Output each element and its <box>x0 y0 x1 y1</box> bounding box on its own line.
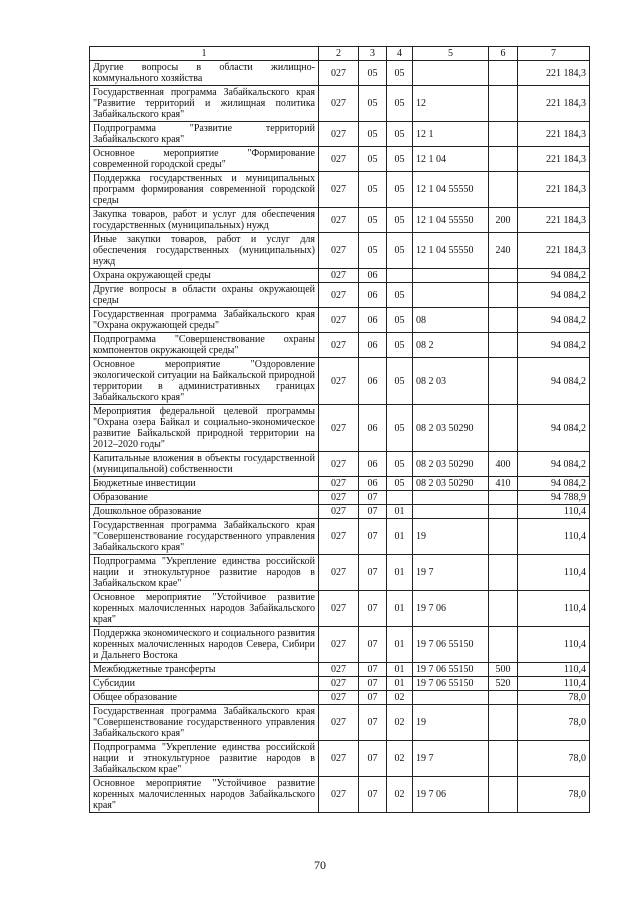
table-row <box>90 308 590 333</box>
row-name-cell: Капитальные вложения в объекты государственной (муниципальной) собственности <box>90 452 319 477</box>
row-col-6-cell <box>489 122 518 147</box>
row-amount-cell: 110,4 <box>518 627 590 663</box>
row-col-2-cell: 027 <box>319 147 359 172</box>
row-col-2-cell: 027 <box>319 627 359 663</box>
table-row <box>90 477 590 491</box>
row-col-5-cell: 08 2 <box>413 333 489 358</box>
row-amount-cell: 94 788,9 <box>518 491 590 505</box>
row-col-3-cell: 05 <box>359 86 387 122</box>
row-col-3-cell: 07 <box>359 491 387 505</box>
row-col-2-cell: 027 <box>319 519 359 555</box>
row-col-3-cell: 07 <box>359 691 387 705</box>
table-body <box>90 61 590 813</box>
row-amount-cell: 110,4 <box>518 591 590 627</box>
row-col-4-cell: 02 <box>387 705 413 741</box>
row-name-cell: Подпрограмма "Укрепление единства российской нации и этнокультурное развитие народов в Забайкальском крае" <box>90 555 319 591</box>
row-col-4-cell: 05 <box>387 283 413 308</box>
header-col-7: 7 <box>518 47 590 61</box>
row-amount-cell: 221 184,3 <box>518 233 590 269</box>
row-amount-cell: 110,4 <box>518 555 590 591</box>
row-col-2-cell: 027 <box>319 505 359 519</box>
row-col-5-cell: 19 7 06 55150 <box>413 663 489 677</box>
header-col-1: 1 <box>90 47 319 61</box>
row-col-5-cell: 12 1 <box>413 122 489 147</box>
table-row <box>90 172 590 208</box>
table-row <box>90 208 590 233</box>
row-col-5-cell: 19 7 06 55150 <box>413 677 489 691</box>
row-col-4-cell: 01 <box>387 555 413 591</box>
row-col-2-cell: 027 <box>319 555 359 591</box>
row-col-3-cell: 06 <box>359 358 387 405</box>
row-col-2-cell: 027 <box>319 61 359 86</box>
row-col-2-cell: 027 <box>319 122 359 147</box>
row-col-5-cell <box>413 505 489 519</box>
row-col-3-cell: 05 <box>359 172 387 208</box>
table-row <box>90 505 590 519</box>
row-col-3-cell: 07 <box>359 677 387 691</box>
row-name-cell: Основное мероприятие "Формирование современной городской среды" <box>90 147 319 172</box>
row-name-cell: Основное мероприятие "Устойчивое развитие коренных малочисленных народов Забайкальского края" <box>90 777 319 813</box>
row-name-cell: Государственная программа Забайкальского края "Совершенствование государственного управления Забайкальского края" <box>90 705 319 741</box>
row-col-5-cell <box>413 269 489 283</box>
row-col-5-cell: 19 7 <box>413 555 489 591</box>
row-name-cell: Другие вопросы в области жилищно-коммунального хозяйства <box>90 61 319 86</box>
row-col-4-cell: 05 <box>387 208 413 233</box>
row-col-6-cell <box>489 505 518 519</box>
row-amount-cell: 94 084,2 <box>518 333 590 358</box>
table-row <box>90 122 590 147</box>
budget-table <box>89 46 590 813</box>
row-col-4-cell: 05 <box>387 333 413 358</box>
row-col-2-cell: 027 <box>319 308 359 333</box>
row-col-2-cell: 027 <box>319 172 359 208</box>
row-amount-cell: 221 184,3 <box>518 86 590 122</box>
row-name-cell: Закупка товаров, работ и услуг для обеспечения государственных (муниципальных) нужд <box>90 208 319 233</box>
row-col-2-cell: 027 <box>319 591 359 627</box>
row-amount-cell: 78,0 <box>518 777 590 813</box>
row-col-5-cell: 19 7 06 <box>413 591 489 627</box>
row-col-5-cell: 19 7 <box>413 741 489 777</box>
table-row <box>90 691 590 705</box>
row-col-4-cell: 01 <box>387 663 413 677</box>
row-col-6-cell <box>489 61 518 86</box>
row-col-6-cell <box>489 627 518 663</box>
row-col-2-cell: 027 <box>319 86 359 122</box>
row-col-6-cell <box>489 333 518 358</box>
row-col-3-cell: 05 <box>359 233 387 269</box>
row-col-2-cell: 027 <box>319 233 359 269</box>
row-col-6-cell <box>489 283 518 308</box>
row-col-2-cell: 027 <box>319 663 359 677</box>
row-col-2-cell: 027 <box>319 208 359 233</box>
row-col-6-cell <box>489 691 518 705</box>
header-col-6: 6 <box>489 47 518 61</box>
row-amount-cell: 78,0 <box>518 741 590 777</box>
row-col-3-cell: 07 <box>359 555 387 591</box>
row-col-3-cell: 07 <box>359 777 387 813</box>
row-col-4-cell: 05 <box>387 308 413 333</box>
row-amount-cell: 110,4 <box>518 663 590 677</box>
row-col-2-cell: 027 <box>319 477 359 491</box>
row-col-2-cell: 027 <box>319 283 359 308</box>
table-row <box>90 627 590 663</box>
row-col-5-cell <box>413 61 489 86</box>
row-col-5-cell: 19 7 06 <box>413 777 489 813</box>
row-col-4-cell: 01 <box>387 519 413 555</box>
row-col-5-cell: 08 2 03 50290 <box>413 477 489 491</box>
row-col-6-cell: 240 <box>489 233 518 269</box>
table-row <box>90 86 590 122</box>
row-col-2-cell: 027 <box>319 358 359 405</box>
table-row <box>90 491 590 505</box>
row-name-cell: Поддержка государственных и муниципальных программ формирования современной городской среды <box>90 172 319 208</box>
row-col-6-cell <box>489 405 518 452</box>
table-row <box>90 405 590 452</box>
row-amount-cell: 221 184,3 <box>518 122 590 147</box>
row-col-5-cell: 08 2 03 50290 <box>413 452 489 477</box>
row-col-6-cell <box>489 519 518 555</box>
row-col-2-cell: 027 <box>319 269 359 283</box>
table-row <box>90 519 590 555</box>
row-col-3-cell: 07 <box>359 505 387 519</box>
row-col-6-cell <box>489 777 518 813</box>
row-name-cell: Государственная программа Забайкальского края "Совершенствование государственного управления Забайкальского края" <box>90 519 319 555</box>
row-name-cell: Охрана окружающей среды <box>90 269 319 283</box>
row-col-4-cell: 05 <box>387 405 413 452</box>
row-col-3-cell: 05 <box>359 208 387 233</box>
row-col-4-cell: 05 <box>387 61 413 86</box>
table-header <box>90 47 590 61</box>
row-col-3-cell: 07 <box>359 705 387 741</box>
table-row <box>90 555 590 591</box>
row-col-6-cell: 520 <box>489 677 518 691</box>
row-col-6-cell <box>489 555 518 591</box>
row-amount-cell: 221 184,3 <box>518 172 590 208</box>
row-col-3-cell: 05 <box>359 61 387 86</box>
row-col-4-cell: 05 <box>387 233 413 269</box>
row-col-6-cell <box>489 358 518 405</box>
row-col-2-cell: 027 <box>319 452 359 477</box>
header-col-4: 4 <box>387 47 413 61</box>
row-name-cell: Подпрограмма "Развитие территорий Забайкальского края" <box>90 122 319 147</box>
row-amount-cell: 78,0 <box>518 691 590 705</box>
row-col-6-cell <box>489 705 518 741</box>
row-col-3-cell: 05 <box>359 147 387 172</box>
row-col-2-cell: 027 <box>319 705 359 741</box>
row-col-6-cell: 400 <box>489 452 518 477</box>
row-name-cell: Основное мероприятие "Оздоровление экологической ситуации на Байкальской природной территории в административных границах Забайкальского края" <box>90 358 319 405</box>
budget-table-sheet <box>89 46 589 813</box>
row-col-4-cell: 05 <box>387 172 413 208</box>
row-amount-cell: 94 084,2 <box>518 477 590 491</box>
row-col-4-cell: 02 <box>387 741 413 777</box>
row-amount-cell: 221 184,3 <box>518 147 590 172</box>
row-col-4-cell: 05 <box>387 452 413 477</box>
row-name-cell: Государственная программа Забайкальского края "Развитие территорий и жилищная политика Забайкальского края" <box>90 86 319 122</box>
row-name-cell: Иные закупки товаров, работ и услуг для обеспечения государственных (муниципальных) нужд <box>90 233 319 269</box>
table-row <box>90 705 590 741</box>
row-name-cell: Общее образование <box>90 691 319 705</box>
row-col-3-cell: 07 <box>359 519 387 555</box>
row-amount-cell: 221 184,3 <box>518 61 590 86</box>
row-col-6-cell <box>489 591 518 627</box>
row-col-5-cell: 12 1 04 <box>413 147 489 172</box>
row-name-cell: Образование <box>90 491 319 505</box>
row-amount-cell: 94 084,2 <box>518 358 590 405</box>
row-col-6-cell <box>489 269 518 283</box>
row-name-cell: Подпрограмма "Укрепление единства российской нации и этнокультурное развитие народов в Забайкальском крае" <box>90 741 319 777</box>
row-col-6-cell <box>489 147 518 172</box>
row-col-4-cell: 05 <box>387 86 413 122</box>
row-name-cell: Государственная программа Забайкальского края "Охрана окружающей среды" <box>90 308 319 333</box>
page-number: 70 <box>314 858 326 872</box>
header-col-2: 2 <box>319 47 359 61</box>
row-col-2-cell: 027 <box>319 777 359 813</box>
row-col-5-cell: 08 2 03 50290 <box>413 405 489 452</box>
row-col-2-cell: 027 <box>319 741 359 777</box>
row-col-3-cell: 07 <box>359 663 387 677</box>
row-col-6-cell <box>489 491 518 505</box>
row-col-3-cell: 06 <box>359 452 387 477</box>
row-amount-cell: 110,4 <box>518 677 590 691</box>
row-name-cell: Подпрограмма "Совершенствование охраны компонентов окружающей среды" <box>90 333 319 358</box>
row-col-6-cell <box>489 741 518 777</box>
row-name-cell: Бюджетные инвестиции <box>90 477 319 491</box>
row-col-6-cell: 200 <box>489 208 518 233</box>
row-col-4-cell: 05 <box>387 358 413 405</box>
row-col-2-cell: 027 <box>319 333 359 358</box>
table-row <box>90 777 590 813</box>
row-col-2-cell: 027 <box>319 691 359 705</box>
row-col-5-cell <box>413 491 489 505</box>
row-col-3-cell: 05 <box>359 122 387 147</box>
table-row <box>90 741 590 777</box>
row-amount-cell: 110,4 <box>518 505 590 519</box>
row-col-3-cell: 07 <box>359 741 387 777</box>
table-row <box>90 677 590 691</box>
row-col-2-cell: 027 <box>319 677 359 691</box>
row-col-5-cell <box>413 283 489 308</box>
row-col-6-cell <box>489 86 518 122</box>
row-col-6-cell <box>489 172 518 208</box>
table-row <box>90 452 590 477</box>
row-amount-cell: 221 184,3 <box>518 208 590 233</box>
row-col-4-cell: 01 <box>387 627 413 663</box>
row-col-5-cell: 12 1 04 55550 <box>413 233 489 269</box>
row-col-2-cell: 027 <box>319 491 359 505</box>
table-row <box>90 358 590 405</box>
row-col-5-cell <box>413 691 489 705</box>
row-name-cell: Субсидии <box>90 677 319 691</box>
row-col-4-cell: 02 <box>387 777 413 813</box>
header-col-5: 5 <box>413 47 489 61</box>
table-row <box>90 61 590 86</box>
table-row <box>90 269 590 283</box>
row-col-3-cell: 06 <box>359 283 387 308</box>
row-col-6-cell: 500 <box>489 663 518 677</box>
row-amount-cell: 94 084,2 <box>518 308 590 333</box>
row-col-3-cell: 06 <box>359 308 387 333</box>
row-col-2-cell: 027 <box>319 405 359 452</box>
row-col-4-cell: 05 <box>387 477 413 491</box>
row-col-6-cell <box>489 308 518 333</box>
row-col-3-cell: 07 <box>359 591 387 627</box>
row-col-4-cell: 01 <box>387 505 413 519</box>
row-name-cell: Мероприятия федеральной целевой программы "Охрана озера Байкал и социально-экономическое развитие Байкальской природной территории на 2012–2020 годы" <box>90 405 319 452</box>
row-col-3-cell: 06 <box>359 405 387 452</box>
row-col-3-cell: 06 <box>359 477 387 491</box>
row-name-cell: Другие вопросы в области охраны окружающей среды <box>90 283 319 308</box>
row-col-4-cell: 05 <box>387 147 413 172</box>
row-col-5-cell: 08 2 03 <box>413 358 489 405</box>
row-amount-cell: 94 084,2 <box>518 405 590 452</box>
row-col-3-cell: 06 <box>359 269 387 283</box>
header-col-3: 3 <box>359 47 387 61</box>
row-col-4-cell: 05 <box>387 122 413 147</box>
row-col-5-cell: 19 7 06 55150 <box>413 627 489 663</box>
row-col-5-cell: 19 <box>413 519 489 555</box>
row-col-5-cell: 19 <box>413 705 489 741</box>
table-row <box>90 591 590 627</box>
table-row <box>90 233 590 269</box>
row-amount-cell: 94 084,2 <box>518 452 590 477</box>
header-row <box>90 47 590 61</box>
row-amount-cell: 94 084,2 <box>518 283 590 308</box>
row-col-4-cell: 01 <box>387 677 413 691</box>
row-col-4-cell: 01 <box>387 591 413 627</box>
row-amount-cell: 110,4 <box>518 519 590 555</box>
row-col-4-cell: 02 <box>387 691 413 705</box>
row-col-6-cell: 410 <box>489 477 518 491</box>
row-col-4-cell <box>387 491 413 505</box>
table-row <box>90 147 590 172</box>
table-row <box>90 333 590 358</box>
row-name-cell: Основное мероприятие "Устойчивое развитие коренных малочисленных народов Забайкальского края" <box>90 591 319 627</box>
row-name-cell: Поддержка экономического и социального развития коренных малочисленных народов Севера, Сибири и Дальнего Востока <box>90 627 319 663</box>
row-name-cell: Межбюджетные трансферты <box>90 663 319 677</box>
row-col-5-cell: 08 <box>413 308 489 333</box>
row-amount-cell: 78,0 <box>518 705 590 741</box>
table-row <box>90 283 590 308</box>
table-row <box>90 663 590 677</box>
row-amount-cell: 94 084,2 <box>518 269 590 283</box>
row-col-5-cell: 12 <box>413 86 489 122</box>
row-name-cell: Дошкольное образование <box>90 505 319 519</box>
row-col-5-cell: 12 1 04 55550 <box>413 172 489 208</box>
row-col-3-cell: 07 <box>359 627 387 663</box>
row-col-4-cell <box>387 269 413 283</box>
row-col-3-cell: 06 <box>359 333 387 358</box>
row-col-5-cell: 12 1 04 55550 <box>413 208 489 233</box>
